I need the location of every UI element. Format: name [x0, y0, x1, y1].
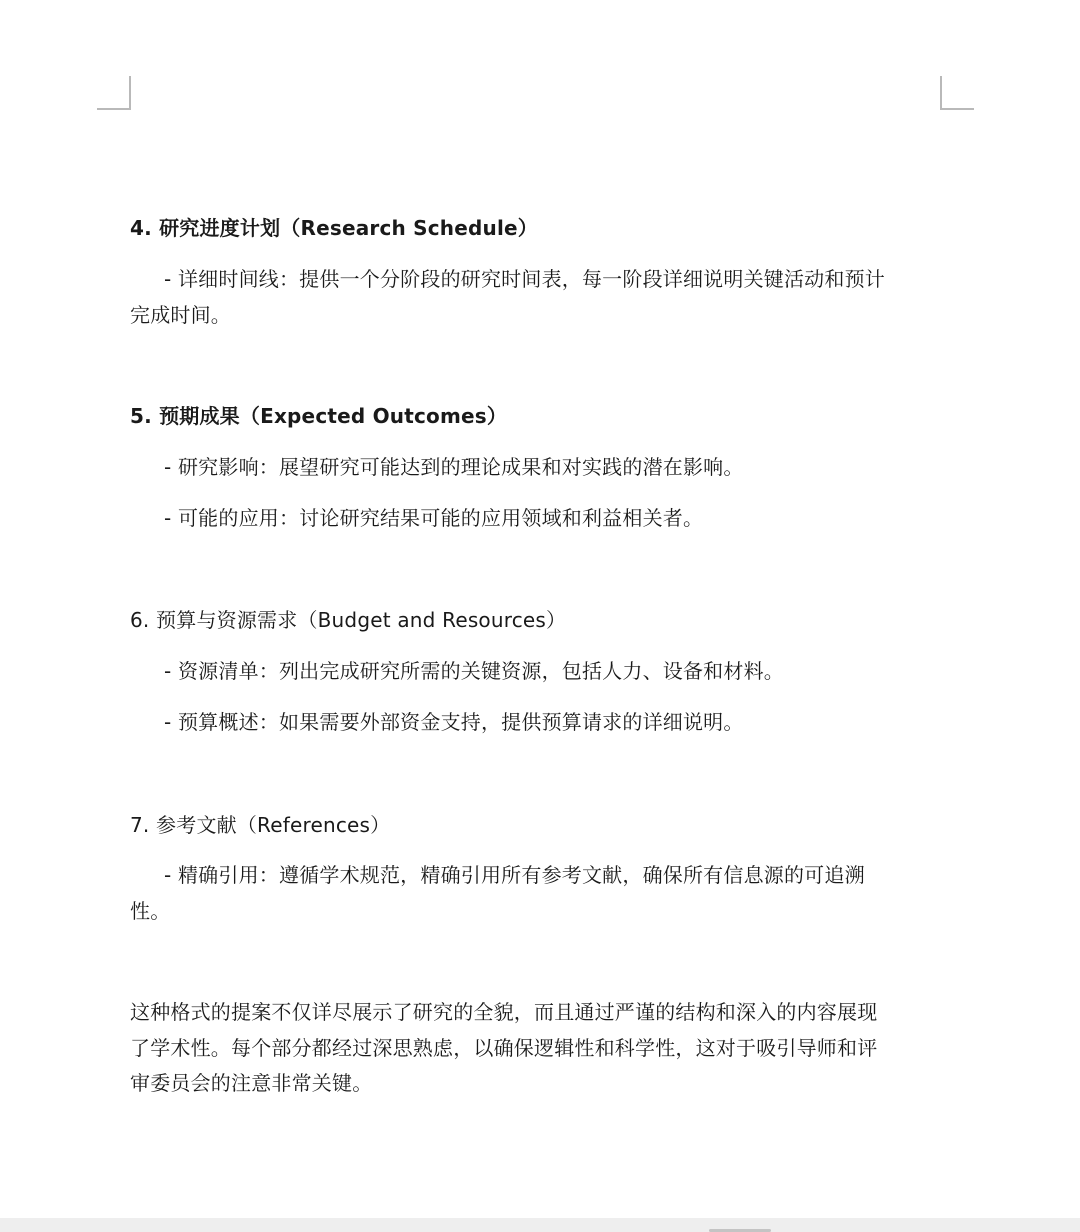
section-7-item-1-line-1: - 精确引用：遵循学术规范，精确引用所有参考文献，确保所有信息源的可追溯 [164, 863, 865, 887]
top-left-margin-mark [97, 76, 131, 110]
bottom-scroll-area [0, 1218, 1080, 1232]
section-6-item-2: - 预算概述：如果需要外部资金支持，提供预算请求的详细说明。 [164, 710, 744, 734]
section-6-heading: 6. 预算与资源需求（Budget and Resources） [130, 608, 567, 632]
top-right-margin-mark [940, 76, 974, 110]
conclusion-line-3: 审委员会的注意非常关键。 [130, 1071, 373, 1095]
conclusion-line-2: 了学术性。每个部分都经过深思熟虑，以确保逻辑性和科学性，这对于吸引导师和评 [130, 1036, 878, 1060]
section-7-item-1-line-2: 性。 [130, 899, 171, 923]
section-4-item-1-line-2: 完成时间。 [130, 303, 231, 327]
section-7-heading: 7. 参考文献（References） [130, 813, 391, 837]
section-4-heading: 4. 研究进度计划（Research Schedule） [130, 216, 538, 240]
section-5-item-1: - 研究影响：展望研究可能达到的理论成果和对实践的潜在影响。 [164, 455, 744, 479]
conclusion-line-1: 这种格式的提案不仅详尽展示了研究的全貌，而且通过严谨的结构和深入的内容展现 [130, 1000, 878, 1024]
section-6-item-1: - 资源清单：列出完成研究所需的关键资源，包括人力、设备和材料。 [164, 659, 784, 683]
section-5-heading: 5. 预期成果（Expected Outcomes） [130, 404, 508, 428]
section-5-item-2: - 可能的应用：讨论研究结果可能的应用领域和利益相关者。 [164, 506, 704, 530]
section-4-item-1-line-1: - 详细时间线：提供一个分阶段的研究时间表，每一阶段详细说明关键活动和预计 [164, 267, 885, 291]
